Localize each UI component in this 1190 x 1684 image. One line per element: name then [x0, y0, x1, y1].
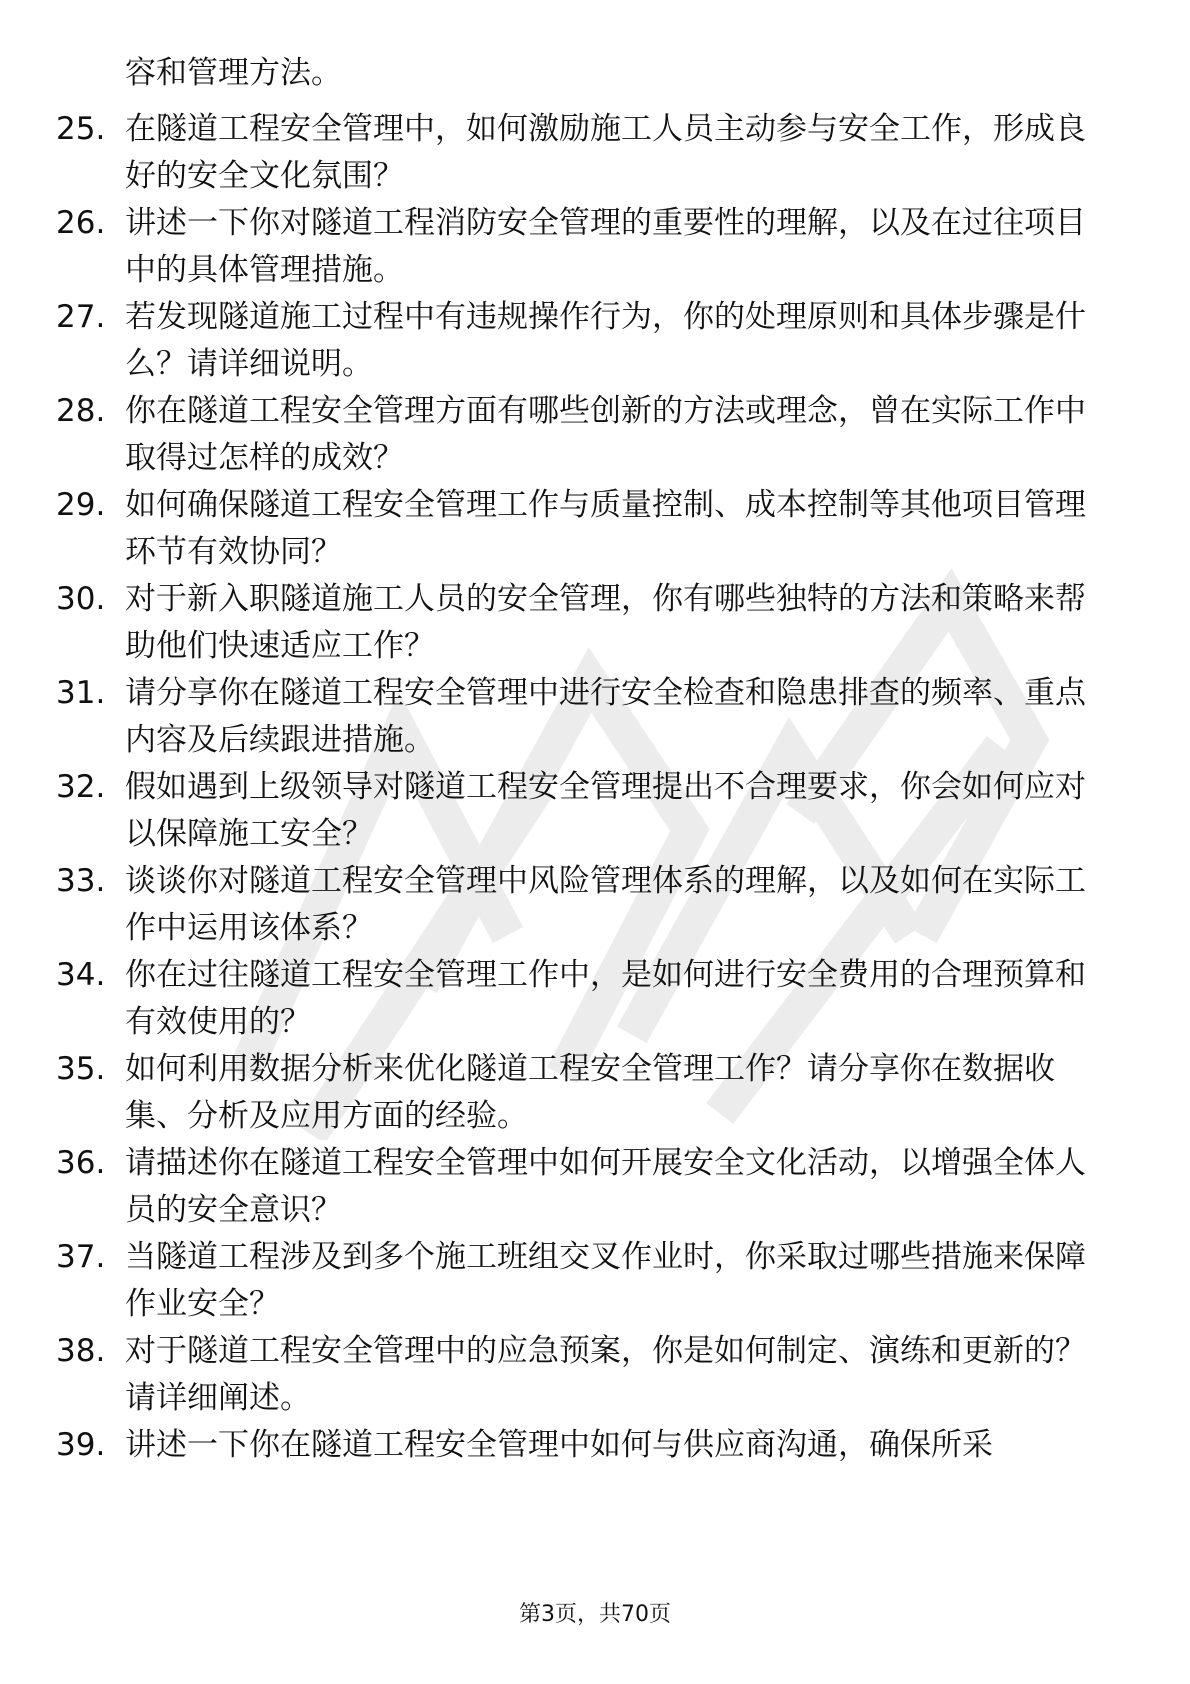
question-item [0, 858, 1190, 952]
question-text: 谈谈你对隧道工程安全管理中风险管理体系的理解，以及如何在实际工作中运用该体系？ [125, 863, 1086, 946]
question-number: 32. [56, 769, 106, 805]
question-number: 26. [56, 205, 106, 241]
question-number: 30. [56, 581, 106, 617]
question-text: 若发现隧道施工过程中有违规操作行为，你的处理原则和具体步骤是什么？请详细说明。 [125, 299, 1086, 382]
question-item [0, 482, 1190, 576]
question-number: 28. [56, 393, 106, 429]
question-number: 25. [56, 111, 106, 147]
question-item [0, 388, 1190, 482]
question-text: 对于隧道工程安全管理中的应急预案，你是如何制定、演练和更新的？请详细阐述。 [125, 1333, 1086, 1416]
question-text: 讲述一下你在隧道工程安全管理中如何与供应商沟通，确保所采 [125, 1427, 993, 1463]
question-text: 在隧道工程安全管理中，如何激励施工人员主动参与安全工作，形成良好的安全文化氛围？ [125, 111, 1086, 194]
page-footer: 第3页，共70页 [519, 1602, 671, 1627]
question-text: 请分享你在隧道工程安全管理中进行安全检查和隐患排查的频率、重点内容及后续跟进措施。 [125, 675, 1086, 758]
question-number: 33. [56, 863, 106, 899]
question-item [0, 1234, 1190, 1328]
question-item [0, 670, 1190, 764]
question-item [0, 1140, 1190, 1234]
question-item [0, 576, 1190, 670]
question-item [0, 106, 1190, 200]
question-text: 如何利用数据分析来优化隧道工程安全管理工作？请分享你在数据收集、分析及应用方面的经验。 [125, 1051, 1055, 1134]
question-item [0, 1328, 1190, 1422]
question-number: 31. [56, 675, 106, 711]
question-item [0, 200, 1190, 294]
question-number: 36. [56, 1145, 106, 1181]
question-text: 请描述你在隧道工程安全管理中如何开展安全文化活动，以增强全体人员的安全意识？ [125, 1145, 1086, 1228]
question-item [0, 764, 1190, 858]
question-list [0, 106, 1190, 1516]
question-number: 34. [56, 957, 106, 993]
continued-text: 容和管理方法。 [125, 55, 342, 91]
question-text: 你在过往隧道工程安全管理工作中，是如何进行安全费用的合理预算和有效使用的？ [125, 957, 1086, 1040]
question-number: 38. [56, 1333, 106, 1369]
question-number: 27. [56, 299, 106, 335]
question-text: 你在隧道工程安全管理方面有哪些创新的方法或理念，曾在实际工作中取得过怎样的成效？ [125, 393, 1086, 476]
question-number: 29. [56, 487, 106, 523]
question-item [0, 1046, 1190, 1140]
question-number: 39. [56, 1427, 106, 1463]
question-item [0, 1422, 1190, 1516]
question-item [0, 952, 1190, 1046]
question-item [0, 294, 1190, 388]
question-number: 35. [56, 1051, 106, 1087]
question-number: 37. [56, 1239, 106, 1275]
question-text: 讲述一下你对隧道工程消防安全管理的重要性的理解，以及在过往项目中的具体管理措施。 [125, 205, 1086, 288]
question-text: 如何确保隧道工程安全管理工作与质量控制、成本控制等其他项目管理环节有效协同？ [125, 487, 1086, 570]
question-text: 当隧道工程涉及到多个施工班组交叉作业时，你采取过哪些措施来保障作业安全？ [125, 1239, 1086, 1322]
question-text: 对于新入职隧道施工人员的安全管理，你有哪些独特的方法和策略来帮助他们快速适应工作？ [125, 581, 1086, 664]
question-text: 假如遇到上级领导对隧道工程安全管理提出不合理要求，你会如何应对以保障施工安全？ [125, 769, 1086, 852]
